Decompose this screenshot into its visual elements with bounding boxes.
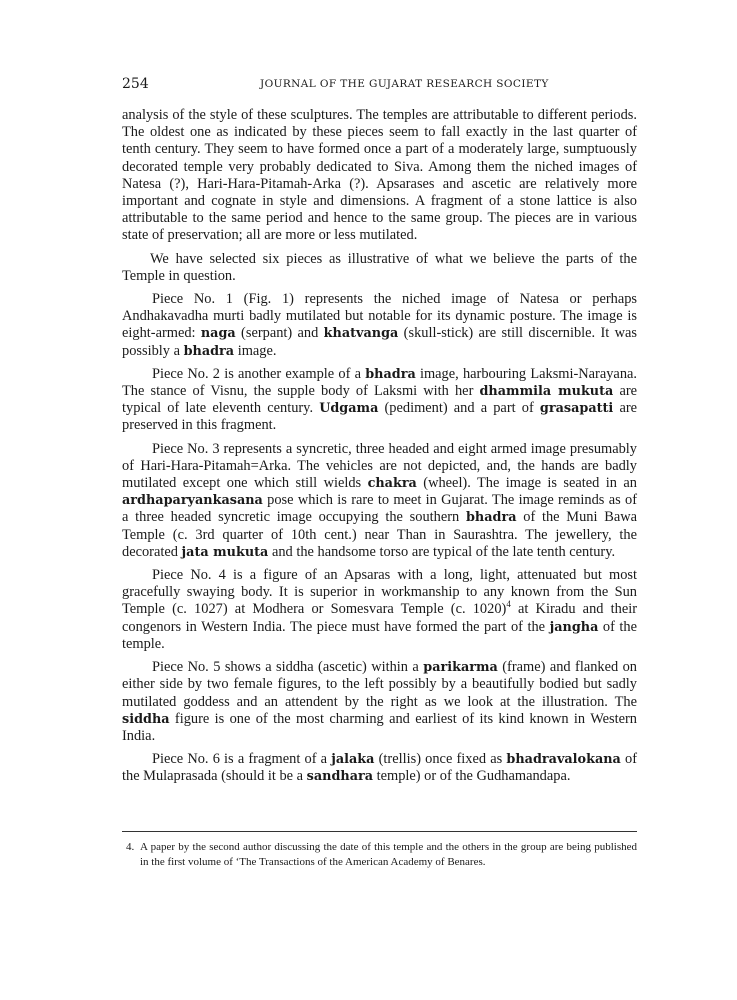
paragraph [122,107,637,245]
bold-term: bhadravalokana [506,752,621,768]
footnote-ref: 4 [506,599,511,610]
bold-term: grasapatti [539,401,614,417]
text-run: image, harbouring Laksmi-Narayana. The stance of Visnu, the supple body of Laksmi with her [122,365,638,400]
bold-term: khatvanga [323,326,399,342]
text-run: are typical of late eleventh century. [122,383,638,417]
text-run: Piece No. 6 is a fragment of a [152,751,332,768]
paragraph [122,366,637,435]
bold-term: bhadra [365,366,416,382]
bold-term: jata mukuta [181,544,269,560]
text-run: analysis of the style of these sculptures. The temples are attributable to different periods. The oldest one as indicated by these pieces seem to fall exactly in the last quarter of tenth century. They seem to have formed once a part of a moderately large, sumptuously decorated temple very probably dedicated to Siva. Among them the niched images of Natesa (?), Hari-Hara-Pitamah-Arka (?). Apsarases and ascetic are relatively more important and cognate in style and dimensions. A fragment of a stone lattice is also attributable to the same period and hence to the same group. The pieces are in various state of preservation; all are more or less mutilated. [122,107,637,244]
text-run: of the Mulaprasada (should it be a [122,751,637,785]
bold-term: Udgama [319,401,379,417]
paragraph [122,567,637,653]
paragraph [122,441,637,561]
text-run: and the handsome torso are typical of the late tenth century. [268,543,616,560]
bold-term: bhadra [465,510,517,526]
bold-term: jangha [549,619,599,635]
page-header [122,76,637,96]
bold-term: siddha [122,711,170,727]
text-run: We have selected six pieces as illustrative of what we believe the parts of the Temple in question. [122,250,637,284]
text-run: (serpant) and [235,325,324,342]
text-run: Piece No. 4 is a figure of an Apsaras with a long, light, attenuated but most gracefully swaying body. It is superior in workmanship to any known from the Sun Temple (c. 1027) at Modhera or Somesvara Temple (c. 1020) [122,567,637,618]
page-number: 254 [122,76,149,92]
text-run: temple) or of the Gudhamandapa. [373,768,571,785]
text-run: pose which is rare to meet in Gujarat. The image reminds as of a three headed syncretic image occupying the southern [122,492,637,526]
text-run: (pediment) and a part of [378,400,540,417]
text-run: of the Muni Bawa Temple (c. 3rd quarter of 10th cent.) near Than in Saurashtra. The jewellery, the decorated [122,509,637,560]
bold-term: dhammila mukuta [479,384,614,400]
bold-term: jalaka [331,752,375,768]
footnote [126,840,637,870]
text-run: are preserved in this fragment. [122,400,638,434]
bold-term: chakra [367,476,417,492]
bold-term: ardhaparyankasana [122,493,263,509]
text-run: figure is one of the most charming and earliest of its kind known in Western India. [122,710,637,744]
paragraph [122,659,637,745]
text-run: (frame) and flanked on either side by two female figures, to the left possibly by a beautifully bodied but sadly mutilated goddess and an attendent by the right as we look at the illustration. The [122,659,637,710]
text-run: (wheel). The image is seated in an [416,475,637,492]
paragraph [122,251,637,285]
footnote-text: A paper by the second author discussing the date of this temple and the others in the group are being published in the first volume of ‘The Transactions of the American Academy of Benares. [140,841,637,868]
text-run: (trellis) once fixed as [374,751,507,768]
text-run: image. [234,342,277,359]
running-head: JOURNAL OF THE GUJARAT RESEARCH SOCIETY [260,78,549,90]
paragraph [122,291,637,360]
bold-term: bhadra [183,343,235,359]
text-run: (skull-stick) are still discernible. It was possibly a [122,325,637,359]
text-run: of the temple. [122,618,637,652]
bold-term: sandhara [306,769,374,785]
body-text [122,107,637,792]
text-run: Piece No. 3 represents a syncretic, three headed and eight armed image presumably of Hari-Hara-Pitamah=Arka. The vehicles are not depicted, and, the hands are badly mutilated except one which still wields [122,440,637,492]
bold-term: naga [200,326,236,342]
paragraph [122,751,637,785]
text-run: Piece No. 5 shows a siddha (ascetic) within a [152,659,424,676]
text-run: at Kiradu and their congenors in Western India. The piece must have formed the part of the [122,601,637,635]
footnote-divider [122,831,637,832]
text-run: Piece No. 2 is another example of a [152,365,366,382]
footnote-number: 4. [126,841,135,853]
bold-term: parikarma [423,660,498,676]
text-run: Piece No. 1 (Fig. 1) represents the niched image of Natesa or perhaps Andhakavadha murti badly mutilated but notable for its dynamic posture. The image is eight-armed: [122,291,637,342]
